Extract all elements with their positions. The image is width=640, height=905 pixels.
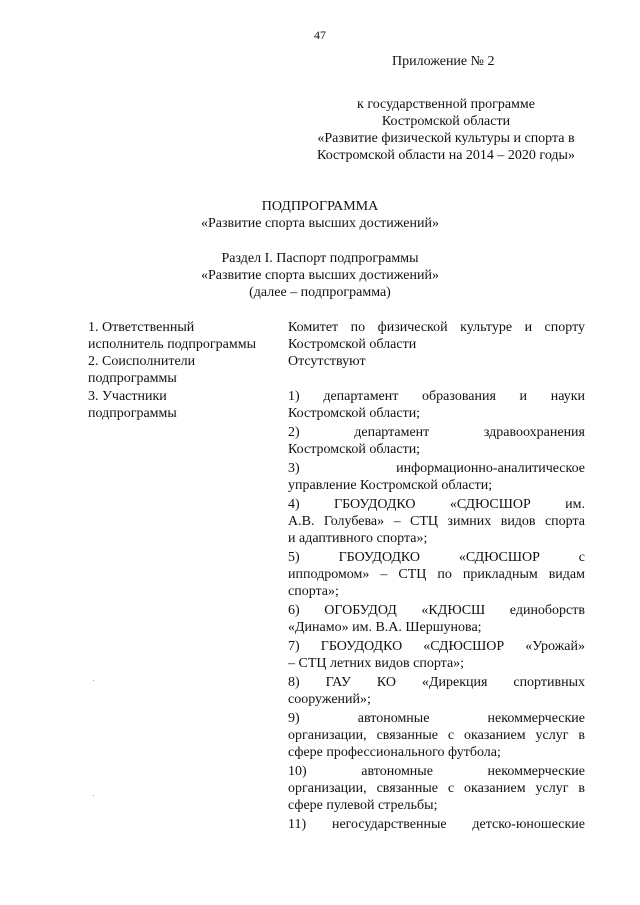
participant-line: 1) департамент образования и науки [288,389,585,404]
label-text: 2. Соисполнители подпрограммы [88,354,196,386]
participant-line: организации, связанные с оказанием услуг в [288,781,585,796]
participant-item [288,388,585,422]
passport-value-responsible [288,319,585,353]
participant-line: организации, связанные с оказанием услуг в [288,728,585,743]
participant-item [288,710,585,761]
participant-item [288,638,585,672]
participant-line: А.В. Голубева» – СТЦ зимних видов спорта [288,514,585,529]
participant-line: управление Костромской области; [288,478,493,493]
participant-item [288,549,585,600]
participant-line: 5) ГБОУДОДКО «СДЮСШОР с [288,550,585,565]
participant-line: 7) ГБОУДОДКО «СДЮСШОР «Урожай» [288,639,585,654]
participant-item [288,496,585,547]
participant-line: и адаптивного спорта»; [288,531,428,546]
participant-line: сфере пулевой стрельбы; [288,798,438,813]
participant-line: 9) автономные некоммерческие [288,711,585,726]
section-heading [0,250,640,301]
scan-speck [93,795,94,796]
appendix-title: Приложение № 2 [392,54,495,69]
passport-label-participants [88,388,278,422]
participant-item [288,602,585,636]
section-subtitle: «Развитие спорта высших достижений» [201,268,439,283]
value-line: Комитет по физической культуре и спорту [288,320,585,335]
label-text: 3. Участники подпрограммы [88,389,177,421]
participant-line: 6) ОГОБУДОД «КДЮСШ единоборств [288,603,585,618]
passport-value-coexecutors [288,353,585,370]
participant-line: 11) негосударственные детско-юношеские [288,817,585,832]
appendix-line: «Развитие физической культуры и спорта в [317,131,575,146]
scan-speck [93,680,94,681]
section-note: (далее – подпрограмма) [249,285,391,300]
participant-line: спорта»; [288,584,339,599]
label-text: 1. Ответственный исполнитель подпрограммы [88,320,256,352]
participant-line: Костромской области; [288,442,421,457]
participant-item [288,674,585,708]
participant-line: ипподромом» – СТЦ по прикладным видам [288,567,585,582]
page-number: 47 [314,28,326,42]
participant-line: 2) департамент здравоохранения [288,425,585,440]
subprogram-heading [0,198,640,232]
participant-line: «Динамо» им. В.А. Шершунова; [288,620,482,635]
participant-line: сфере профессионального футбола; [288,745,501,760]
participant-line: сооружений»; [288,692,371,707]
participant-item [288,460,585,494]
appendix-line: Костромской области на 2014 – 2020 годы» [317,148,575,163]
participant-item [288,816,585,833]
participant-line: 10) автономные некоммерческие [288,764,585,779]
participant-line: Костромской области; [288,406,421,421]
participants-list [288,388,585,835]
subprogram-subtitle: «Развитие спорта высших достижений» [201,216,439,231]
appendix-line: к государственной программе [357,97,535,112]
subprogram-title: ПОДПРОГРАММА [261,199,379,214]
appendix-subtitle [296,96,596,164]
participant-item [288,763,585,814]
participant-line: 3) информационно-аналитическое [288,461,585,476]
section-title: Раздел I. Паспорт подпрограммы [221,251,419,266]
participant-line: 8) ГАУ КО «Дирекция спортивных [288,675,585,690]
participant-line: – СТЦ летних видов спорта»; [288,656,465,671]
value-line: Отсутствуют [288,354,366,369]
value-line: Костромской области [288,337,417,352]
appendix-line: Костромской области [381,114,511,129]
passport-label-responsible [88,319,278,353]
participant-line: 4) ГБОУДОДКО «СДЮСШОР им. [288,497,585,512]
passport-label-coexecutors [88,353,278,387]
participant-item [288,424,585,458]
